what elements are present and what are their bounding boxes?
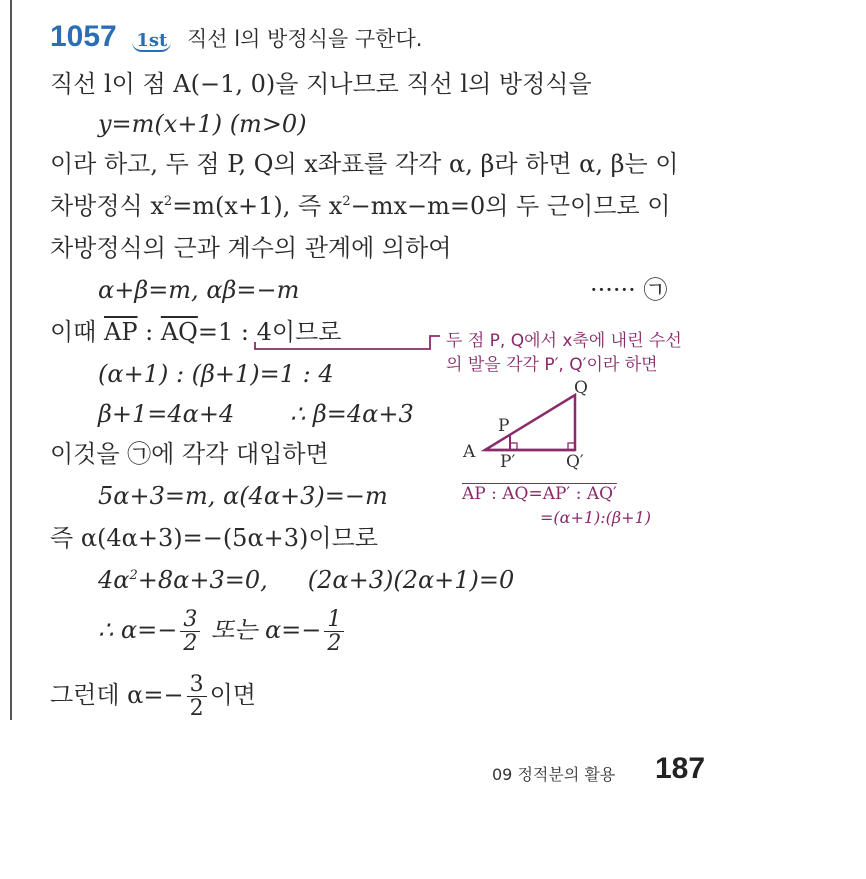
problem-number: 1057 bbox=[50, 20, 117, 53]
line-13-a: 4α bbox=[98, 566, 130, 594]
annotation-line-2: 의 발을 각각 P′, Q′이라 하면 bbox=[446, 355, 658, 375]
label-p-prime: P′ bbox=[500, 452, 516, 472]
annotation-eq-2: =(α+1):(β+1) bbox=[540, 508, 651, 527]
line-15-b: 이면 bbox=[209, 681, 256, 710]
sup-2a: 2 bbox=[163, 194, 173, 209]
equation-tag: ······ ㉠ bbox=[590, 276, 668, 304]
label-q-prime: Q′ bbox=[566, 452, 584, 472]
segment-ap: $\overline{AP}$ bbox=[104, 318, 138, 346]
line-7-e: =1 : 4이므로 bbox=[197, 318, 342, 346]
annotation-eq-1: AP : AQ=AP′ : AQ′ bbox=[462, 484, 617, 504]
line-13-b: +8α+3=0, bbox=[137, 566, 268, 594]
label-p: P bbox=[498, 416, 510, 436]
frac-numerator: 1 bbox=[324, 608, 344, 632]
line-7-a: 이때 bbox=[50, 318, 104, 346]
label-q: Q bbox=[574, 378, 588, 398]
frac-denominator: 2 bbox=[183, 631, 198, 657]
problem-title: 직선 l의 방정식을 구한다. bbox=[187, 27, 423, 51]
line-1: 직선 l이 점 A(−1, 0)을 지나므로 직선 l의 방정식을 bbox=[50, 70, 592, 98]
triangle-diagram bbox=[455, 380, 615, 475]
frac-numerator: 3 bbox=[187, 673, 207, 697]
frac-numerator: 3 bbox=[180, 608, 200, 632]
page-number: 187 bbox=[655, 752, 706, 785]
annotation-line-1: 두 점 P, Q에서 x축에 내린 수선 bbox=[446, 331, 682, 351]
line-14-a: ∴ α=− bbox=[98, 616, 178, 645]
line-11: 5α+3=m, α(4α+3)=−m bbox=[98, 482, 388, 510]
line-4-b: =m(x+1), 즉 x bbox=[172, 192, 343, 220]
line-5: 차방정식의 근과 계수의 관계에 의하여 bbox=[50, 234, 452, 262]
frac-denominator: 2 bbox=[189, 696, 204, 722]
line-14-b: 또는 α=− bbox=[210, 616, 322, 645]
line-9a: β+1=4α+4 bbox=[98, 400, 235, 428]
line-4-a: 차방정식 x bbox=[50, 192, 164, 220]
frac-denominator: 2 bbox=[327, 631, 342, 657]
line-9b: ∴ β=4α+3 bbox=[290, 400, 414, 428]
line-6: α+β=m, αβ=−m bbox=[98, 276, 300, 304]
chapter-label: 09 정적분의 활용 bbox=[492, 765, 616, 784]
segment-aq: $\overline{AQ}$ bbox=[160, 318, 198, 346]
line-3: 이라 하고, 두 점 P, Q의 x좌표를 각각 α, β라 하면 α, β는 이 bbox=[50, 150, 679, 178]
line-12: 즉 α(4α+3)=−(5α+3)이므로 bbox=[50, 524, 378, 552]
line-10: 이것을 ㉠에 각각 대입하면 bbox=[50, 440, 329, 468]
line-8: (α+1) : (β+1)=1 : 4 bbox=[98, 360, 334, 388]
label-a: A bbox=[463, 442, 476, 462]
sup-2c: 2 bbox=[129, 568, 138, 583]
line-7-c: : bbox=[137, 318, 161, 346]
line-13-c: (2α+3)(2α+1)=0 bbox=[307, 566, 515, 594]
line-2: y=m(x+1) (m>0) bbox=[98, 110, 307, 138]
level-badge: 1st bbox=[132, 32, 171, 52]
sup-2b: 2 bbox=[342, 194, 351, 209]
line-15-a: 그런데 α=− bbox=[50, 681, 184, 710]
line-4-c: −mx−m=0의 두 근이므로 이 bbox=[350, 192, 671, 220]
